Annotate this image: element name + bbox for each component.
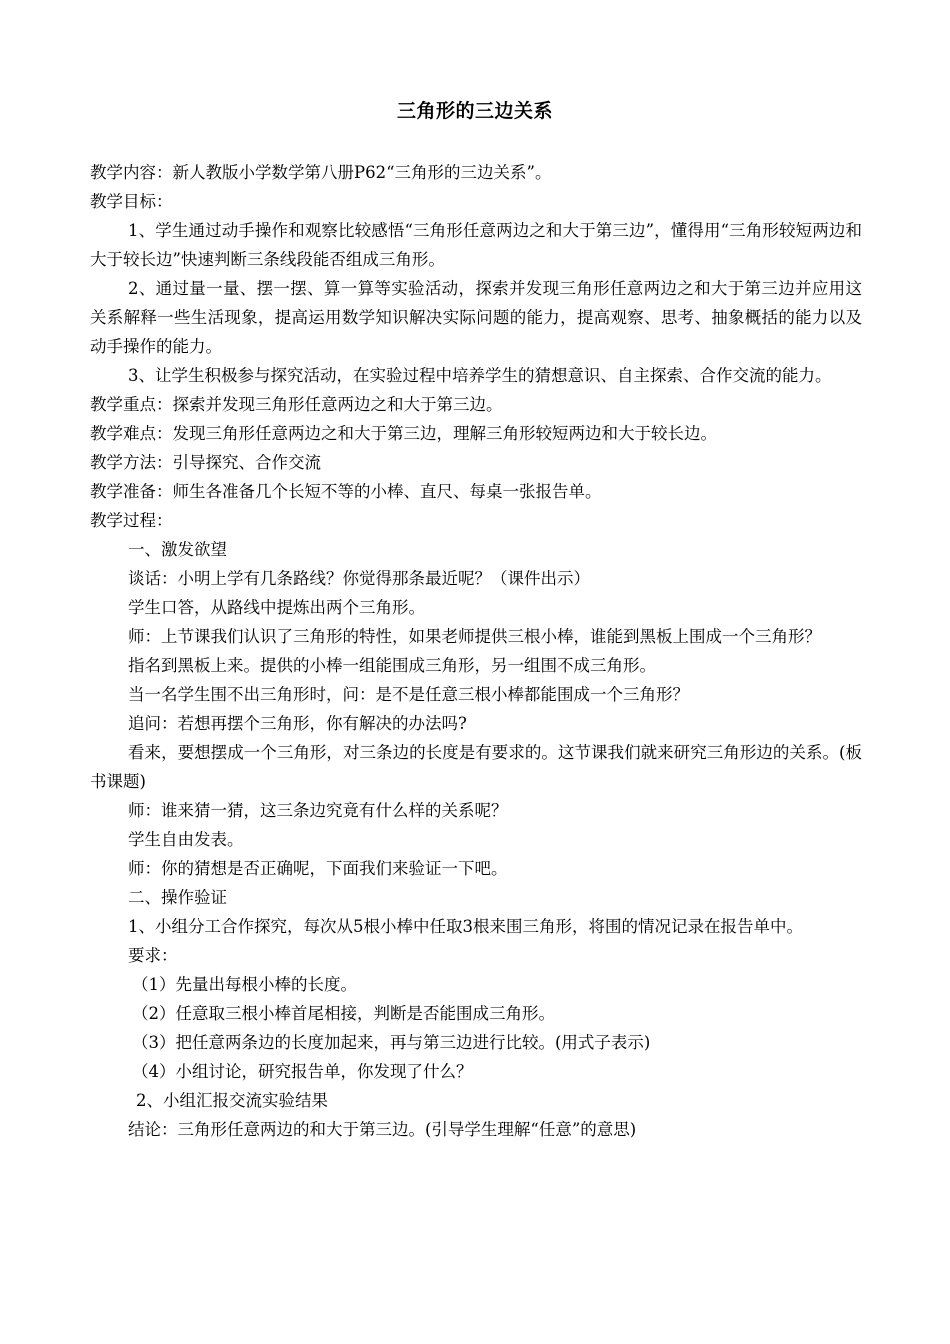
paragraph-goal-3: 3、让学生积极参与探究活动，在实验过程中培养学生的猜想意识、自主探索、合作交流的能力。 (128, 366, 832, 385)
paragraph-goal-2: 2、通过量一量、摆一摆、算一算等实验活动，探索并发现三角形任意两边之和大于第三边并应用这关系解释一些生活现象，提高运用数学知识解决实际问题的能力，提高观察、思考、抽象概括的能力以及动手操作的能力。 (90, 279, 862, 356)
paragraph-teaching-goals-heading: 教学目标： (90, 192, 173, 211)
paragraph-process-heading: 教学过程： (90, 511, 173, 530)
paragraph-call-student: 指名到黑板上来。提供的小棒一组能围成三角形，另一组围不成三角形。 (128, 656, 656, 675)
paragraph-lead-in: 看来，要想摆成一个三角形，对三条边的长度是有要求的。这节课我们就来研究三角形边的关系。(板书课题) (90, 743, 862, 791)
paragraph-student-answer: 学生口答，从路线中提炼出两个三角形。 (128, 598, 425, 617)
paragraph-method: 教学方法：引导探究、合作交流 (90, 453, 321, 472)
paragraph-goal-1: 1、学生通过动手操作和观察比较感悟“三角形任意两边之和大于第三边”，懂得用“三角形较短两边和大于较长边”快速判断三条线段能否组成三角形。 (90, 221, 862, 269)
paragraph-students-speak: 学生自由发表。 (128, 830, 244, 849)
paragraph-teacher-guess: 师：谁来猜一猜，这三条边究竟有什么样的关系呢？ (128, 801, 508, 820)
paragraph-difficulty: 教学难点：发现三角形任意两边之和大于第三边，理解三角形较短两边和大于较长边。 (90, 424, 717, 443)
requirement-item-1: （1）先量出每根小棒的长度。 (132, 975, 357, 994)
paragraph-follow-up: 追问：若想再摆个三角形，你有解决的办法吗? (128, 714, 467, 733)
section-heading-1: 一、激发欲望 (128, 540, 227, 559)
paragraph-question: 当一名学生围不出三角形时，问：是不是任意三根小棒都能围成一个三角形？ (128, 685, 689, 704)
paragraph-key-point: 教学重点：探索并发现三角形任意两边之和大于第三边。 (90, 395, 503, 414)
section-heading-2: 二、操作验证 (128, 888, 227, 907)
requirement-item-3: （3）把任意两条边的长度加起来，再与第三边进行比较。(用式子表示) (132, 1033, 651, 1052)
paragraph-teacher-verify: 师：你的猜想是否正确呢，下面我们来验证一下吧。 (128, 859, 508, 878)
paragraph-group-work: 1、小组分工合作探究，每次从5根小棒中任取3根来围三角形，将围的情况记录在报告单中。 (128, 917, 803, 936)
document-title: 三角形的三边关系 (396, 100, 553, 122)
requirement-item-2: （2）任意取三根小棒首尾相接，判断是否能围成三角形。 (132, 1004, 555, 1023)
paragraph-teaching-content: 教学内容：新人教版小学数学第八册P62“三角形的三边关系”。 (90, 163, 552, 182)
requirement-item-4: （4）小组讨论，研究报告单，你发现了什么？ (132, 1062, 473, 1081)
paragraph-requirements: 要求： (128, 946, 178, 965)
document-body (90, 158, 862, 1144)
paragraph-conclusion: 结论：三角形任意两边的和大于第三边。(引导学生理解“任意”的意思) (128, 1120, 637, 1139)
paragraph-preparation: 教学准备：师生各准备几个长短不等的小棒、直尺、每桌一张报告单。 (90, 482, 602, 501)
paragraph-talk: 谈话：小明上学有几条路线？你觉得那条最近呢？（课件出示） (128, 569, 590, 588)
paragraph-teacher-1: 师：上节课我们认识了三角形的特性，如果老师提供三根小棒，谁能到黑板上围成一个三角形？ (128, 627, 821, 646)
paragraph-group-report: 2、小组汇报交流实验结果 (136, 1091, 328, 1110)
